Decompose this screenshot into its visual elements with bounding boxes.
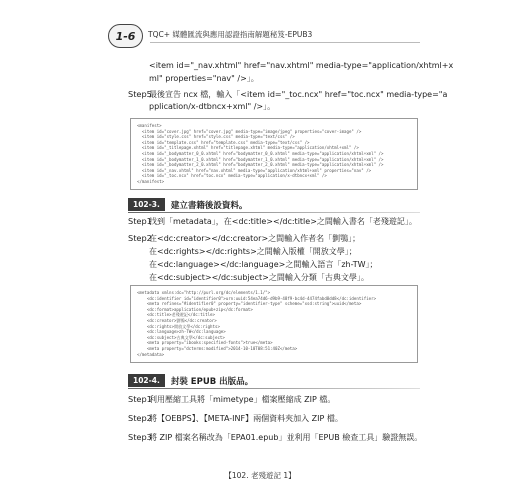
header-divider	[150, 42, 420, 43]
step2-text: 將【OEBPS】、【META-INF】兩個資料夾加入 ZIP 檔。	[149, 414, 343, 423]
step2-line-2: 在<dc:rights></dc:rights>之間輸入版權「開放文學」；	[149, 247, 357, 256]
intro-line-1: <item id="_nav.xhtml" href="nav.xhtml" media-type="application/xhtml+x	[149, 61, 454, 70]
code-line: </manifest>	[137, 178, 165, 184]
code-line: <meta property="ibooks:specified-fonts">true</meta>	[137, 340, 273, 346]
code-line: <manifest>	[137, 123, 162, 128]
step2-line-3: 在<dc:language></dc:language>之間輸入語言「zh-TW」；	[149, 260, 378, 269]
code-line: <metadata xmlns:dc="http://purl.org/dc/elements/1.1/">	[137, 290, 271, 295]
intro-line-2: ml" properties="nav" />」。	[149, 74, 259, 83]
code-line: <item id="_bodymatter_0_0.xhtml" href="bodymatter_0_0.xhtml" media-type="application/xhtml+xml" />	[137, 150, 384, 156]
code-line: <dc:subject>古典文學</dc:subject>	[137, 334, 225, 340]
section-tag: 102-3.	[128, 198, 165, 211]
code-line: <dc:format>application/epub+zip</dc:format>	[137, 306, 253, 312]
step5-line-2: pplication/x-dtbncx+xml" />」。	[149, 102, 276, 111]
step3-text: 將 ZIP 檔案名稱改為「EPA01.epub」並利用「EPUB 檢查工具」驗證無誤。	[149, 433, 423, 442]
section-underline	[128, 388, 420, 389]
code-line: <item id="template.css" href="template.css" media-type="text/css" />	[137, 139, 310, 145]
step5-label: Step5	[128, 89, 152, 99]
step1-text: 找到「metadata」，在<dc:title></dc:title>之間輸入書名「老殘遊記」。	[149, 217, 417, 226]
step2-line-1: 在<dc:creator></dc:creator>之間輸入作者名「劉鶚」；	[149, 234, 361, 243]
step1-label: Step1	[128, 216, 152, 226]
section-header-102-3	[128, 198, 420, 211]
code-line: <meta refines="#identifier0" property="identifier-type" scheme="xsd:string">uuid</meta>	[137, 301, 362, 307]
code-line: <item id="style.css" href="style.css" media-type="text/css" />	[137, 134, 295, 140]
section-underline	[128, 212, 420, 213]
code-line: <item id="_bodymatter_1_0.xhtml" href="bodymatter_1_0.xhtml" media-type="application/xhtml+xml" />	[137, 156, 384, 162]
code-line: <item id="cover.jpg" href="cover.jpg" media-type="image/jpeg" properties="cover-image" />	[137, 128, 362, 134]
section-title: 封裝 EPUB 出版品。	[170, 376, 254, 387]
step5-line-1: 最後宣告 ncx 檔，輸入「<item id="_toc.ncx" href="toc.ncx" media-type="a	[149, 90, 448, 99]
step2-line-4: 在<dc:subject></dc:subject>之間輸入分類「古典文學」。	[149, 273, 369, 282]
section-header-102-4	[128, 374, 420, 387]
step1-text: 利用壓縮工具將「mimetype」檔案壓縮成 ZIP 檔。	[149, 395, 336, 404]
manifest-code-block	[130, 118, 418, 190]
code-line: <item id="_titlepage.xhtml" href="titlepage.xhtml" media-type="application/xhtml+xml" />	[137, 145, 359, 151]
step3-label: Step3	[128, 432, 152, 442]
code-line: <dc:creator>劉鶚</dc:creator>	[137, 317, 217, 323]
code-line: <dc:title>老殘遊記</dc:title>	[137, 312, 215, 318]
code-line: <dc:identifier id="identifier0">urn:uuid:54ea74d6-d9b9-48f9-bc4d-4474fabd8dd8</dc:identifier>	[137, 295, 377, 301]
code-line: <dc:rights>開放文學</dc:rights>	[137, 323, 220, 329]
metadata-code-block	[130, 285, 418, 363]
code-line: <item id="_bodymatter_2_0.xhtml" href="bodymatter_2_0.xhtml" media-type="application/xhtml+xml" />	[137, 162, 384, 168]
step2-label: Step2	[128, 233, 152, 243]
code-line: </metadata>	[137, 351, 165, 357]
page-footer: 【102. 老殘遊記 1】	[224, 471, 296, 480]
section-title: 建立書籍後設資料。	[170, 200, 248, 211]
running-header-title: TQC+ 媒體匯流與應用認證指南解題秘笈-EPUB3	[148, 30, 313, 39]
chapter-page-number: 1-6	[108, 24, 143, 48]
code-line: <item id="_toc.ncx" href="toc.ncx" media-type="application/x-dtbncx+xml" />	[137, 173, 327, 179]
code-line: <item id="_nav.xhtml" href="nav.xhtml" media-type="application/xhtml+xml" properties="nav" />	[137, 167, 372, 173]
step2-label: Step2	[128, 413, 152, 423]
code-line: <meta property="dcterms:modified">2014-10-10T08:51:40Z</meta>	[137, 345, 298, 351]
code-line: <dc:language>zh-TW</dc:language>	[137, 329, 226, 335]
section-tag: 102-4.	[128, 374, 165, 387]
step1-label: Step1	[128, 394, 152, 404]
